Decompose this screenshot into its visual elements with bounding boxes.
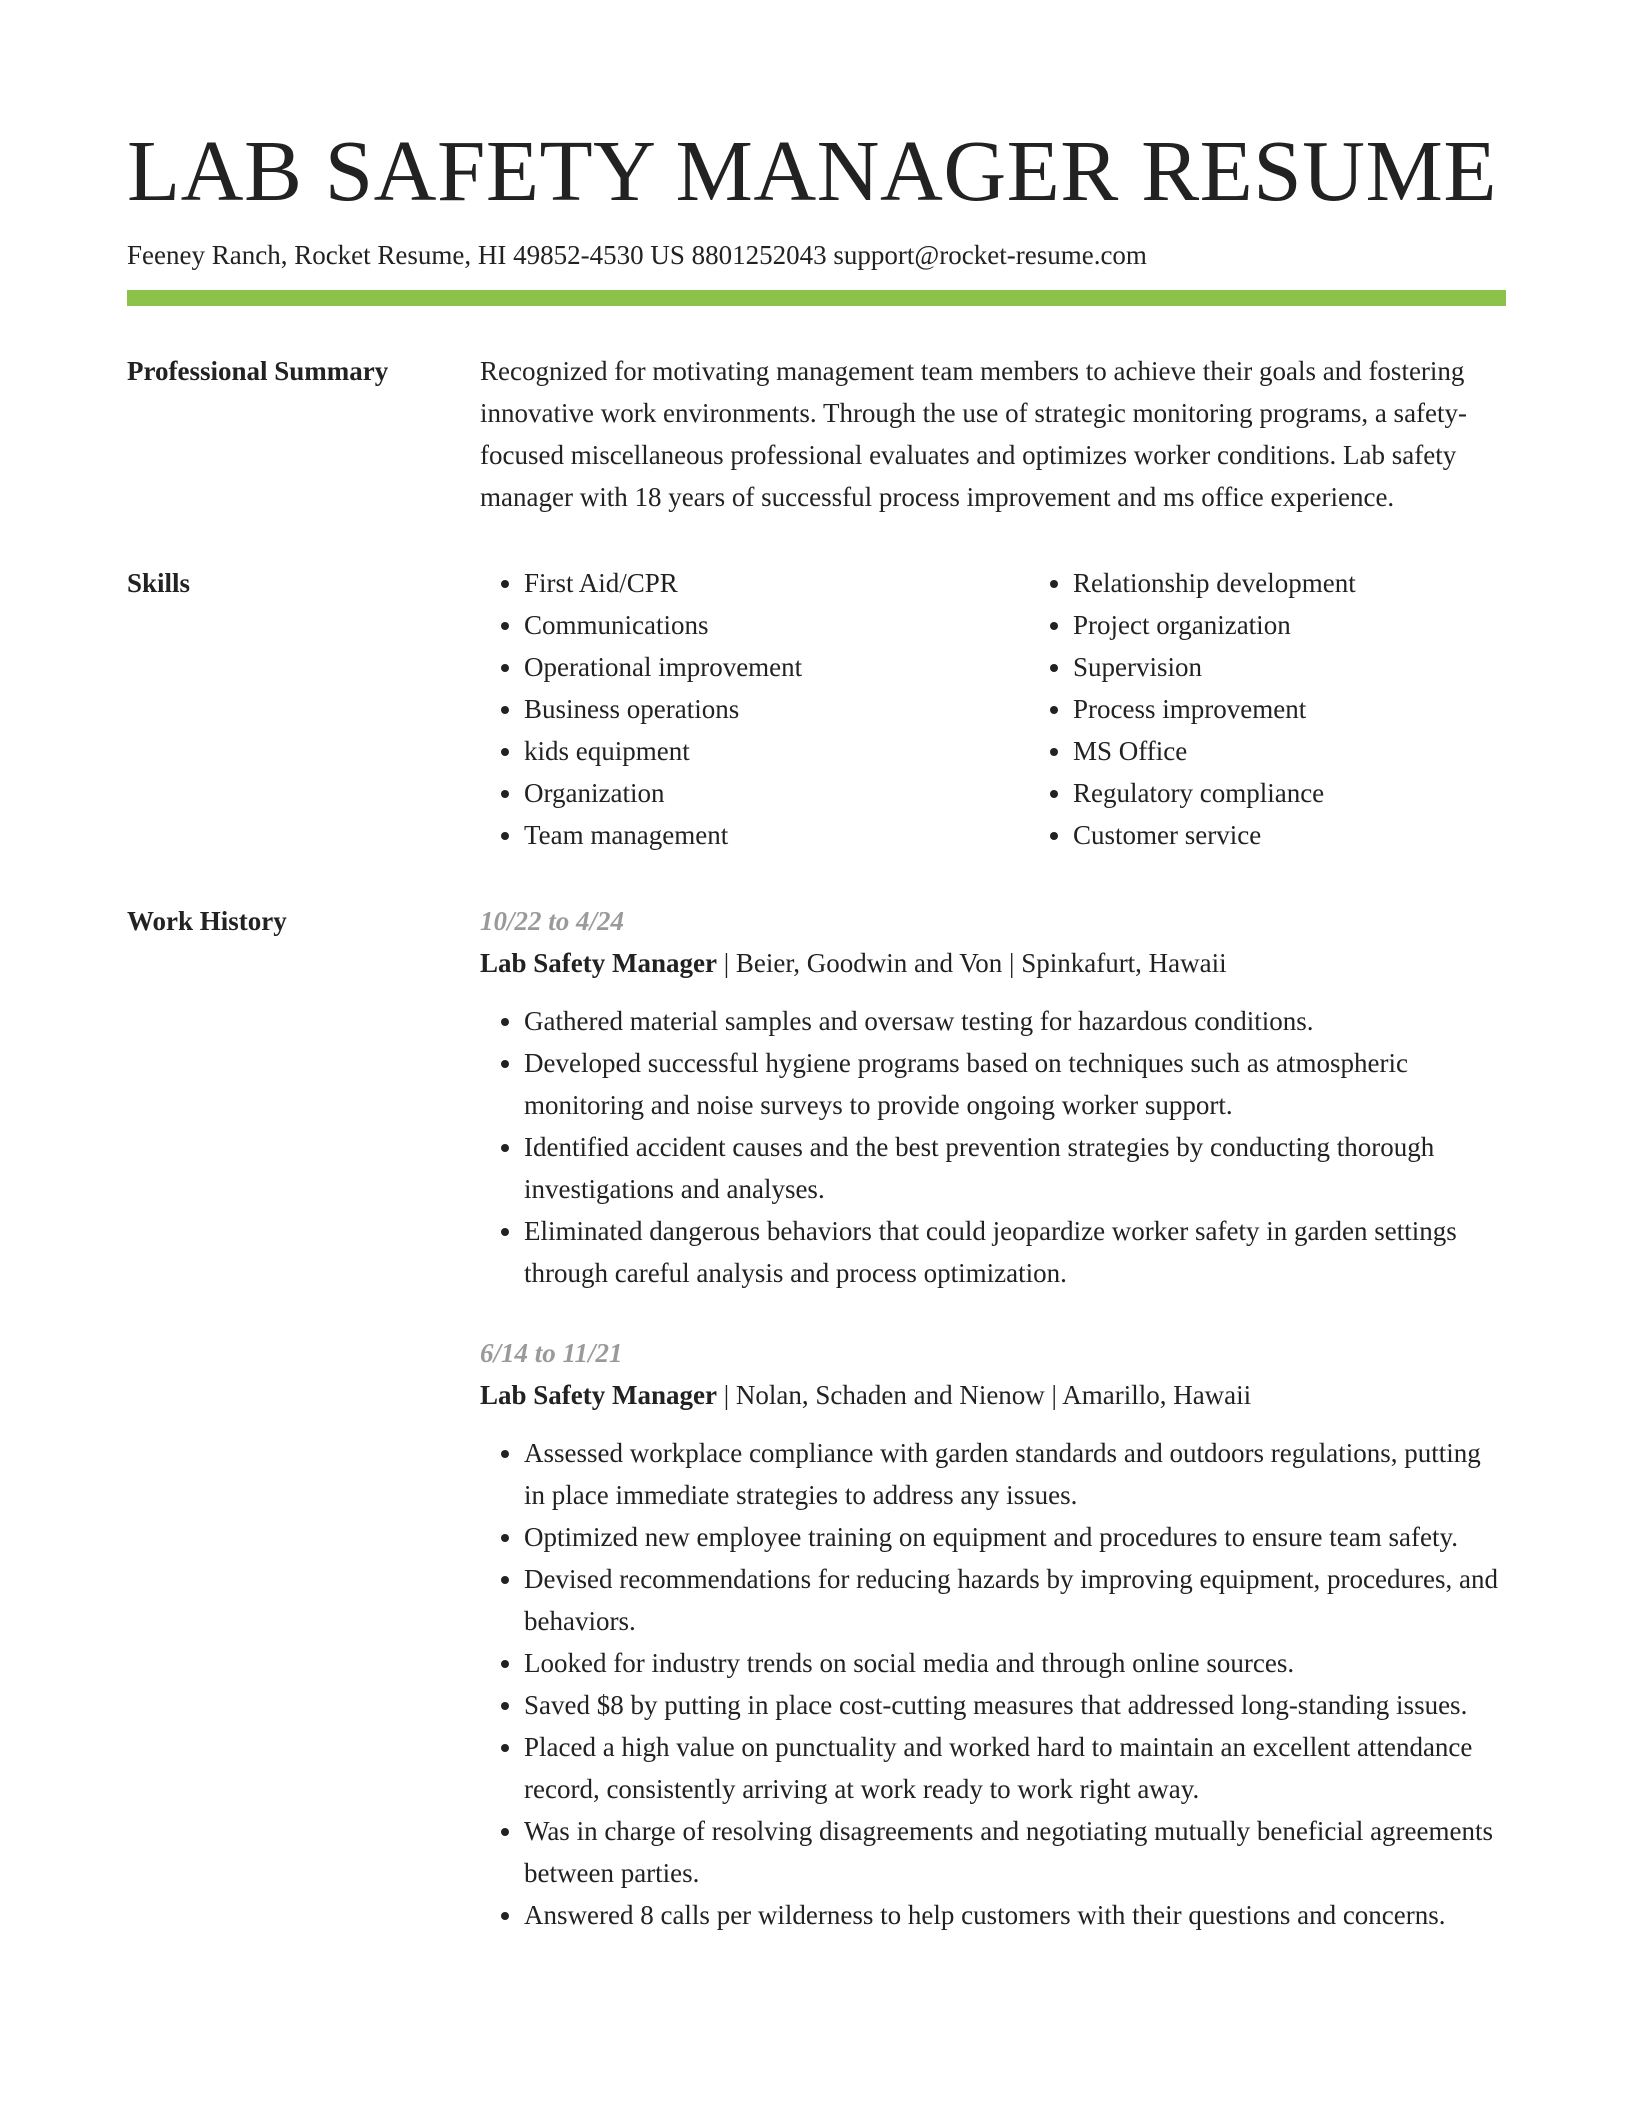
summary-body <box>480 350 1506 518</box>
contact-line <box>127 236 1506 274</box>
job-bullet: • Placed a high value on punctuality and worked hard to maintain an excellent attendance record, consistently arriving at work ready to work right away. <box>524 1726 1506 1810</box>
job-title: Lab Safety Manager <box>480 1380 717 1410</box>
job-entry <box>480 900 1506 1294</box>
page-title: LAB SAFETY MANAGER RESUME <box>127 122 1497 219</box>
contact-address: Feeney Ranch, Rocket Resume, HI 49852-4530 US <box>127 240 685 270</box>
skill-item: • Team management <box>524 814 1029 856</box>
skill-item: • Communications <box>524 604 1029 646</box>
skill-item: • Project organization <box>1073 604 1573 646</box>
skill-item: • Operational improvement <box>524 646 1029 688</box>
skill-item: • Business operations <box>524 688 1029 730</box>
contact-phone: 8801252043 <box>691 240 827 270</box>
skill-item: • Supervision <box>1073 646 1573 688</box>
job-bullet: • Answered 8 calls per wilderness to help customers with their questions and concerns. <box>524 1894 1506 1936</box>
job-header <box>480 1374 1506 1416</box>
skill-item: • Process improvement <box>1073 688 1573 730</box>
job-title: Lab Safety Manager <box>480 948 717 978</box>
summary-section <box>127 352 1506 518</box>
skills-heading: Skills <box>127 568 191 598</box>
skill-item: • First Aid/CPR <box>524 562 1029 604</box>
job-bullet: • Saved $8 by putting in place cost-cutting measures that addressed long-standing issues. <box>524 1684 1506 1726</box>
skill-item: • Relationship development <box>1073 562 1573 604</box>
job-bullet: • Eliminated dangerous behaviors that could jeopardize worker safety in garden settings through careful analysis and process optimization. <box>524 1210 1506 1294</box>
skills-body <box>480 562 1573 856</box>
skill-item: • Regulatory compliance <box>1073 772 1573 814</box>
contact-email: support@rocket-resume.com <box>833 240 1147 270</box>
resume-page <box>127 0 1506 1936</box>
skills-section <box>127 564 1506 856</box>
job-bullet: • Identified accident causes and the best prevention strategies by conducting thorough investigations and analyses. <box>524 1126 1506 1210</box>
job-details: | Nolan, Schaden and Nienow | Amarillo, Hawaii <box>716 1380 1252 1410</box>
skills-list-left <box>480 562 1029 856</box>
work-history-heading: Work History <box>127 906 287 936</box>
job-bullet: • Developed successful hygiene programs based on techniques such as atmospheric monitoring and noise surveys to provide ongoing worker support. <box>524 1042 1506 1126</box>
skills-list-right <box>1029 562 1573 856</box>
job-dates: 6/14 to 11/21 <box>480 1338 623 1368</box>
job-entry <box>480 1332 1506 1936</box>
skill-item: • Customer service <box>1073 814 1573 856</box>
job-bullet: • Assessed workplace compliance with garden standards and outdoors regulations, putting in place immediate strategies to address any issues. <box>524 1432 1506 1516</box>
job-bullets <box>480 1432 1506 1936</box>
job-bullet: • Optimized new employee training on equipment and procedures to ensure team safety. <box>524 1516 1506 1558</box>
job-bullet: • Gathered material samples and oversaw testing for hazardous conditions. <box>524 1000 1506 1042</box>
job-bullet: • Was in charge of resolving disagreements and negotiating mutually beneficial agreements between parties. <box>524 1810 1506 1894</box>
skill-item: • Organization <box>524 772 1029 814</box>
skill-item: • MS Office <box>1073 730 1573 772</box>
job-header <box>480 942 1506 984</box>
skill-item: • kids equipment <box>524 730 1029 772</box>
work-history-body <box>480 900 1506 1936</box>
job-details: | Beier, Goodwin and Von | Spinkafurt, Hawaii <box>716 948 1227 978</box>
accent-divider <box>127 290 1506 306</box>
job-bullet: • Looked for industry trends on social media and through online sources. <box>524 1642 1506 1684</box>
job-bullet: • Devised recommendations for reducing hazards by improving equipment, procedures, and behaviors. <box>524 1558 1506 1642</box>
summary-heading: Professional Summary <box>127 356 389 386</box>
work-history-section <box>127 902 1506 1936</box>
summary-text: Recognized for motivating management team members to achieve their goals and fostering innovative work environments. Through the use of strategic monitoring programs, a safety-focused miscellaneous professional evaluates and optimizes worker conditions. Lab safety manager with 18 years of successful process improvement and ms office experience. <box>480 356 1468 512</box>
job-bullets <box>480 1000 1506 1294</box>
job-dates: 10/22 to 4/24 <box>480 906 625 936</box>
